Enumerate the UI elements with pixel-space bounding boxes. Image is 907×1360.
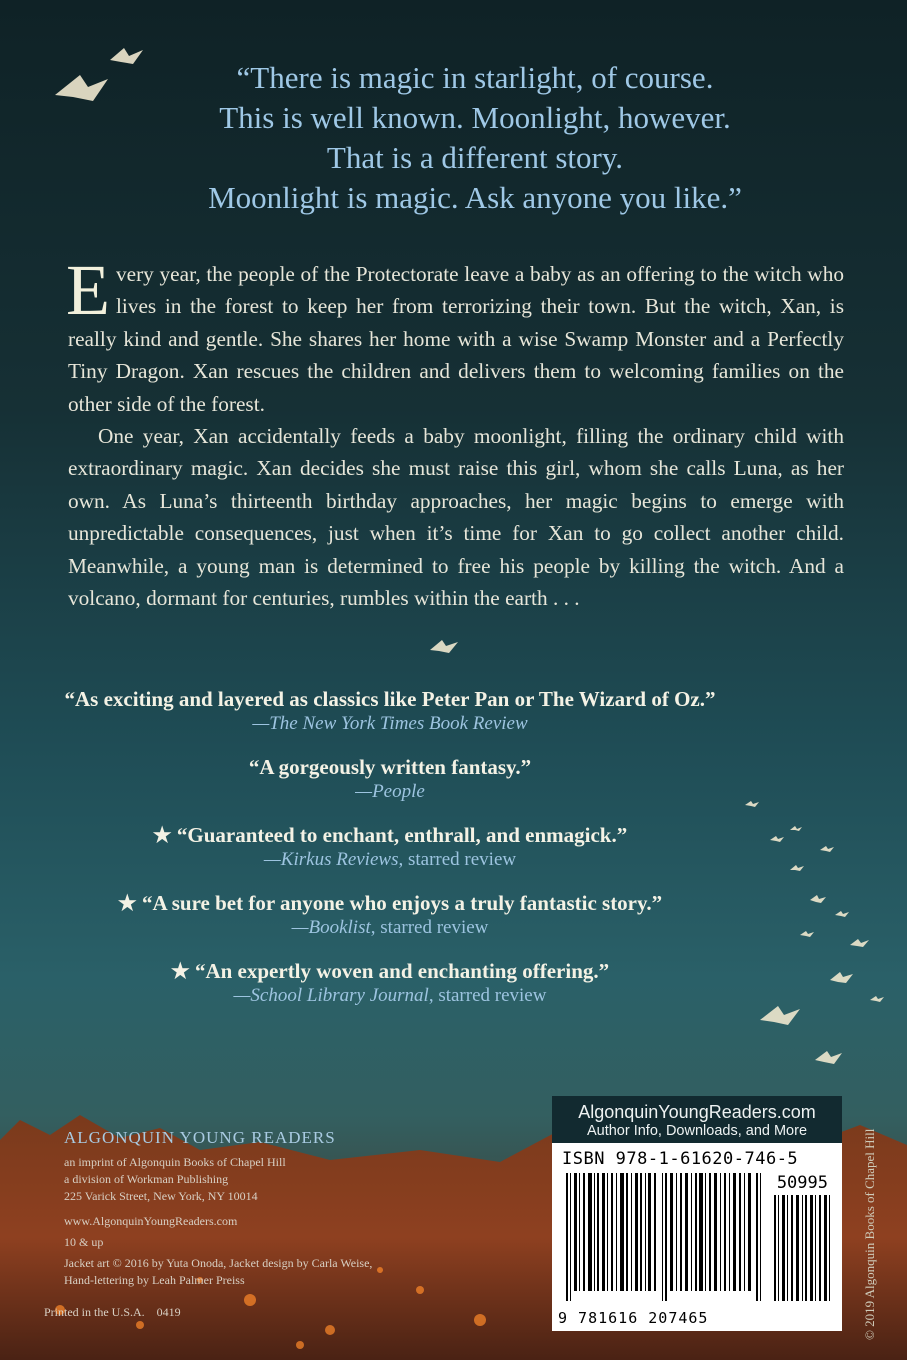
review-quote: ★ “Guaranteed to enchant, enthrall, and enmagick.” bbox=[152, 823, 628, 847]
quote-line: Moonlight is magic. Ask anyone you like.” bbox=[208, 180, 742, 215]
website-label: AlgonquinYoungReaders.com bbox=[578, 1102, 816, 1122]
review-quote: “A gorgeously written fantasy.” bbox=[248, 755, 532, 779]
quote-line: “There is magic in starlight, of course. bbox=[236, 60, 714, 95]
website-subtitle: Author Info, Downloads, and More bbox=[586, 1123, 808, 1139]
review-source: —People bbox=[355, 781, 425, 802]
review-quote: ★ “A sure bet for anyone who enjoys a truly fantastic story.” bbox=[117, 891, 663, 915]
copyright-notice: © 2019 Algonquin Books of Chapel Hill bbox=[862, 1128, 877, 1340]
review-quote: “As exciting and layered as classics like Peter Pan or The Wizard of Oz.” bbox=[64, 687, 716, 711]
drop-cap: E bbox=[66, 250, 110, 330]
barcode-bars bbox=[566, 1173, 766, 1301]
barcode-header bbox=[552, 1096, 842, 1143]
isbn-label: ISBN 978-1-61620-746-5 bbox=[562, 1149, 799, 1169]
price-code: 50995 bbox=[776, 1173, 828, 1193]
publisher-line: an imprint of Algonquin Books of Chapel Hill bbox=[64, 1155, 286, 1169]
publisher-info bbox=[64, 1128, 372, 1289]
epigraph-quote bbox=[60, 58, 890, 218]
publisher-website: www.AlgonquinYoungReaders.com bbox=[64, 1214, 238, 1228]
publisher-address: 225 Varick Street, New York, NY 10014 bbox=[64, 1189, 258, 1203]
summary-text: very year, the people of the Protectorate leave a baby as an offering to the witch who lives in the forest to keep her from terrorizing their town. But the witch, Xan, is really kind and gentle. She shares her home with a wise Swamp Monster and a Perfectly Tiny Dragon. Xan rescues the children and delivers them to welcoming families on the other side of the forest. bbox=[68, 262, 844, 416]
book-summary bbox=[66, 250, 844, 614]
price-barcode-bars bbox=[774, 1195, 832, 1301]
review-item bbox=[60, 890, 720, 940]
review-source: —The New York Times Book Review bbox=[252, 713, 528, 734]
publisher-name: ALGONQUIN YOUNG READERS bbox=[64, 1128, 336, 1147]
review-item bbox=[60, 754, 720, 804]
jacket-credits: Jacket art © 2016 by Yuta Onoda, Jacket design by Carla Weise, bbox=[64, 1256, 373, 1270]
review-source: —Kirkus Reviews, starred review bbox=[263, 849, 517, 870]
review-quote: ★ “An expertly woven and enchanting offering.” bbox=[170, 959, 610, 983]
review-item bbox=[60, 958, 720, 1008]
review-source: —Booklist, starred review bbox=[291, 917, 489, 938]
barcode-block bbox=[552, 1096, 842, 1336]
summary-paragraph-1 bbox=[66, 250, 844, 420]
review-list bbox=[60, 686, 720, 1026]
review-source: —School Library Journal, starred review bbox=[233, 985, 547, 1006]
barcode-area bbox=[552, 1143, 842, 1331]
quote-line: This is well known. Moonlight, however. bbox=[219, 100, 731, 135]
publisher-line: a division of Workman Publishing bbox=[64, 1172, 229, 1186]
jacket-credits: Hand-lettering by Leah Palmer Preiss bbox=[64, 1273, 245, 1287]
summary-paragraph-2: One year, Xan accidentally feeds a baby moonlight, filling the ordinary child with extraordinary magic. Xan decides she must raise this girl, whom she calls Luna, as her own. As Luna’s thirteenth birthday approaches, her magic begins to emerge with unpredictable consequences, just when it’s time for Xan to go collect another child. Meanwhile, a young man is determined to free his people by killing the witch. And a volcano, dormant for centuries, rumbles within the earth . . . bbox=[68, 424, 844, 611]
printed-in: Printed in the U.S.A. 0419 bbox=[44, 1305, 181, 1319]
barcode-number: 9 781616 207465 bbox=[558, 1309, 709, 1327]
quote-line: That is a different story. bbox=[326, 140, 624, 175]
age-range: 10 & up bbox=[64, 1235, 104, 1249]
review-item bbox=[60, 822, 720, 872]
review-item bbox=[60, 686, 720, 736]
